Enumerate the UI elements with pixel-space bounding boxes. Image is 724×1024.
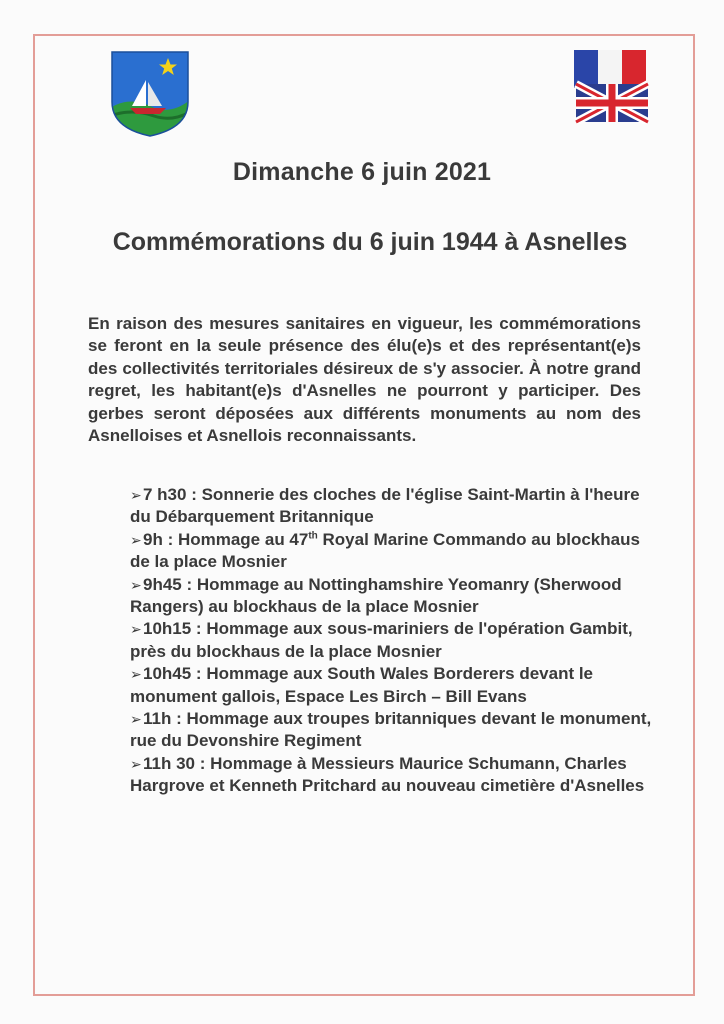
schedule-item: ➢11h : Hommage aux troupes britanniques devant le monument, rue du Devonshire Regiment (130, 709, 652, 751)
arrow-bullet-icon: ➢ (130, 531, 142, 548)
schedule-time: 9h (143, 529, 163, 549)
arrow-bullet-icon: ➢ (130, 755, 142, 772)
schedule-item: ➢9h : Hommage au 47th Royal Marine Commando au blockhaus de la place Mosnier (130, 529, 640, 572)
schedule-text: Hommage à Messieurs Maurice Schumann, Charles Hargrove et Kenneth Pritchard au nouveau cimetière d'Asnelles (130, 753, 645, 796)
schedule-item: ➢11h 30 : Hommage à Messieurs Maurice Schumann, Charles Hargrove et Kenneth Pritchard au nouveau cimetière d'Asnelles (130, 753, 645, 796)
intro-paragraph: En raison des mesures sanitaires en vigueur, les commémorations se feront en la seule présence des élu(e)s et des représentant(e)s des collectivités territoriales désireux de s'y associer. À notre grand regret, les habitant(e)s d'Asnelles ne pourront y participer. Des gerbes seront déposées aux différents monuments au nom des Asnelloises et Asnellois reconnaissants. (88, 314, 641, 446)
schedule-list (130, 484, 660, 798)
schedule-time: 7 h30 (143, 485, 187, 504)
arrow-bullet-icon: ➢ (130, 711, 142, 728)
schedule-time: 10h45 (143, 664, 192, 684)
arrow-bullet-icon: ➢ (130, 487, 142, 503)
ordinal-suffix: th (308, 530, 318, 542)
schedule-text: Royal Marine Commando au blockhaus de la place Mosnier (130, 529, 640, 572)
schedule-text: Hommage aux sous-mariniers de l'opération Gambit, près du blockhaus de la place Mosnier (130, 619, 633, 661)
schedule-time: 9h45 (143, 574, 182, 594)
page-title: Commémorations du 6 juin 1944 à Asnelles (112, 228, 628, 256)
event-date: Dimanche 6 juin 2021 (232, 158, 492, 186)
schedule-text: Hommage aux troupes britanniques devant le monument, rue du Devonshire Regiment (130, 709, 652, 751)
schedule-item: ➢7 h30 : Sonnerie des cloches de l'église Saint-Martin à l'heure du Débarquement Britannique (130, 485, 640, 527)
schedule-item: ➢10h15 : Hommage aux sous-mariniers de l'opération Gambit, près du blockhaus de la place Mosnier (130, 619, 633, 661)
schedule-time: 11h (143, 709, 172, 729)
france-uk-flags-icon (572, 48, 650, 124)
coat-of-arms-icon (110, 50, 190, 138)
schedule-item: ➢9h45 : Hommage au Nottinghamshire Yeomanry (Sherwood Rangers) au blockhaus de la place Mosnier (130, 574, 622, 617)
arrow-bullet-icon: ➢ (130, 576, 142, 593)
arrow-bullet-icon: ➢ (130, 621, 142, 638)
schedule-time: 11h 30 (143, 753, 195, 773)
schedule-text: Hommage au Nottinghamshire Yeomanry (Sherwood Rangers) au blockhaus de la place Mosnier (130, 574, 622, 617)
arrow-bullet-icon: ➢ (130, 666, 142, 683)
schedule-text: Sonnerie des cloches de l'église Saint-Martin à l'heure du Débarquement Britannique (130, 485, 640, 527)
schedule-item: ➢10h45 : Hommage aux South Wales Borderers devant le monument gallois, Espace Les Birch – Bill Evans (130, 664, 594, 706)
schedule-text: Hommage au 47 (177, 529, 309, 549)
schedule-time: 10h15 (143, 619, 192, 639)
schedule-text: Hommage aux South Wales Borderers devant le monument gallois, Espace Les Birch – Bill Evans (130, 664, 594, 706)
